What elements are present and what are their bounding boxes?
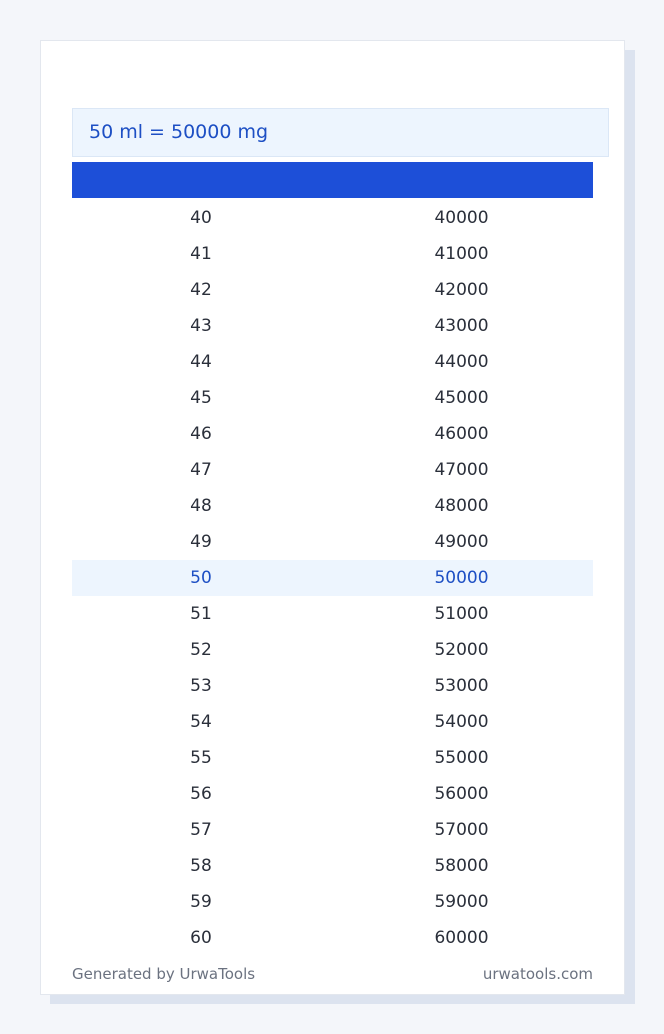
cell-ml: 41 — [190, 244, 212, 264]
table-row — [72, 272, 593, 308]
cell-mg: 59000 — [434, 892, 489, 912]
table-row — [72, 884, 593, 920]
table-row — [72, 344, 593, 380]
table-row — [72, 704, 593, 740]
table-row — [72, 632, 593, 668]
cell-ml: 53 — [190, 676, 212, 696]
table-row — [72, 812, 593, 848]
table-row — [72, 848, 593, 884]
cell-mg: 47000 — [434, 460, 489, 480]
conversion-result — [72, 108, 609, 157]
cell-ml: 43 — [190, 316, 212, 336]
conversion-result-text: 50 ml = 50000 mg — [89, 121, 269, 143]
table-row — [72, 416, 593, 452]
cell-ml: 40 — [190, 208, 212, 228]
table-row — [72, 200, 593, 236]
table-row — [72, 560, 593, 596]
site-link[interactable]: urwatools.com — [482, 965, 593, 983]
table-row — [72, 524, 593, 560]
conversion-card — [40, 40, 625, 995]
table-row — [72, 920, 593, 956]
cell-mg: 41000 — [434, 244, 489, 264]
table-row — [72, 596, 593, 632]
cell-mg: 48000 — [434, 496, 489, 516]
cell-mg: 46000 — [434, 424, 489, 444]
table-row — [72, 488, 593, 524]
cell-mg: 42000 — [434, 280, 489, 300]
table-row — [72, 668, 593, 704]
cell-ml: 54 — [190, 712, 212, 732]
cell-mg: 43000 — [434, 316, 489, 336]
cell-ml: 47 — [190, 460, 212, 480]
cell-ml: 48 — [190, 496, 212, 516]
cell-ml: 45 — [190, 388, 212, 408]
cell-mg: 49000 — [434, 532, 489, 552]
cell-ml: 51 — [190, 604, 212, 624]
cell-mg: 53000 — [434, 676, 489, 696]
cell-mg: 58000 — [434, 856, 489, 876]
cell-mg: 54000 — [434, 712, 489, 732]
cell-mg: 52000 — [434, 640, 489, 660]
cell-ml: 44 — [190, 352, 212, 372]
conversion-table — [72, 200, 593, 956]
table-row — [72, 236, 593, 272]
table-row — [72, 308, 593, 344]
table-row — [72, 380, 593, 416]
cell-mg: 45000 — [434, 388, 489, 408]
table-row — [72, 452, 593, 488]
generated-by-text: Generated by UrwaTools — [72, 965, 256, 983]
cell-ml: 42 — [190, 280, 212, 300]
cell-ml: 56 — [190, 784, 212, 804]
cell-ml: 57 — [190, 820, 212, 840]
cell-mg: 57000 — [434, 820, 489, 840]
cell-ml: 55 — [190, 748, 212, 768]
table-row — [72, 740, 593, 776]
cell-mg: 60000 — [434, 928, 489, 948]
cell-ml: 52 — [190, 640, 212, 660]
cell-ml: 60 — [190, 928, 212, 948]
cell-mg: 44000 — [434, 352, 489, 372]
cell-mg: 51000 — [434, 604, 489, 624]
cell-mg: 40000 — [434, 208, 489, 228]
footer — [72, 962, 593, 986]
cell-mg: 56000 — [434, 784, 489, 804]
table-header — [72, 162, 593, 198]
cell-ml: 58 — [190, 856, 212, 876]
header-mg — [333, 162, 594, 198]
header-ml — [72, 162, 333, 198]
cell-ml: 49 — [190, 532, 212, 552]
cell-ml: 59 — [190, 892, 212, 912]
cell-ml: 46 — [190, 424, 212, 444]
cell-ml: 50 — [190, 568, 212, 588]
cell-mg: 50000 — [434, 568, 489, 588]
cell-mg: 55000 — [434, 748, 489, 768]
table-row — [72, 776, 593, 812]
